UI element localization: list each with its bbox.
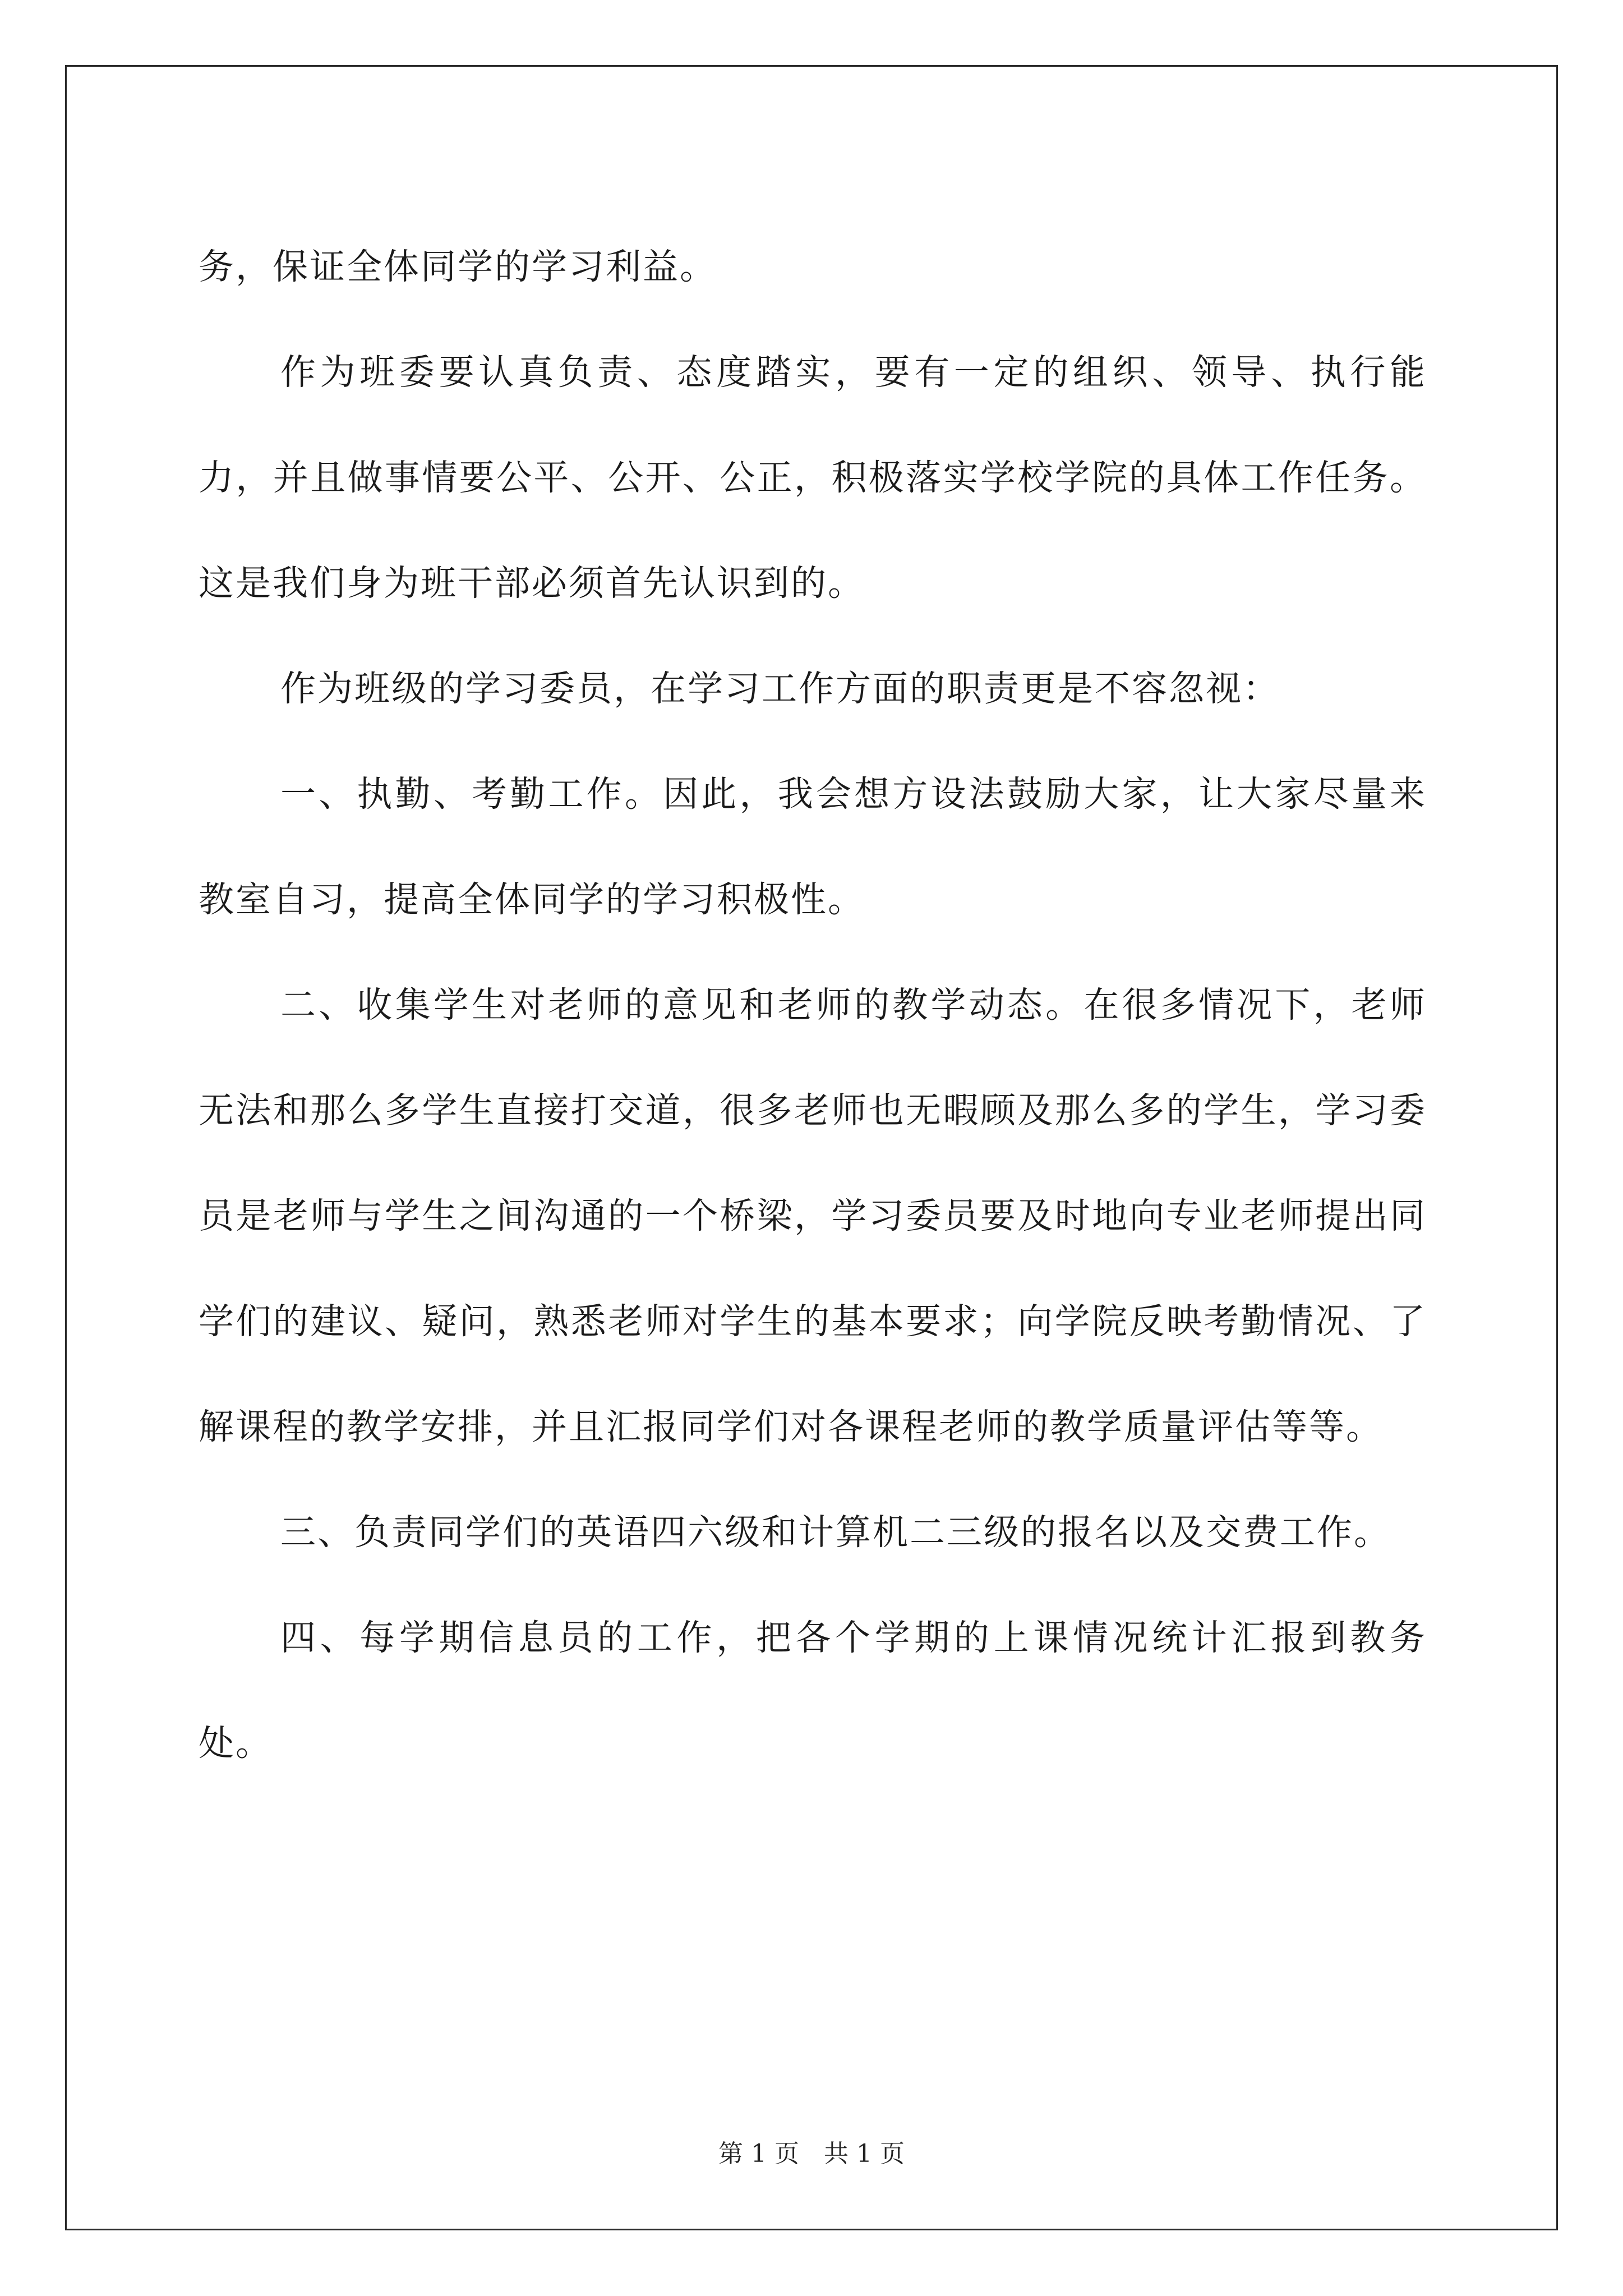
paragraph-1: 务，保证全体同学的学习利益。: [199, 246, 717, 287]
paragraph-2: 作为班委要认真负责、态度踏实，要有一定的组织、领导、执行能力，并且做事情要公平、公开、公正，积极落实学校学院的具体工作任务。这是我们身为班干部必须首先认识到的。: [199, 352, 1427, 604]
page-number-footer: 第 1 页 共 1 页: [718, 2139, 905, 2168]
paragraph-4: 一、执勤、考勤工作。因此，我会想方设法鼓励大家，让大家尽量来教室自习，提高全体同学的学习积极性。: [199, 774, 1427, 920]
paragraph-7: 四、每学期信息员的工作，把各个学期的上课情况统计汇报到教务处。: [199, 1617, 1427, 1764]
paragraph-3: 作为班级的学习委员，在学习工作方面的职责更是不容忽视：: [280, 668, 1280, 709]
paragraph-5: 二、收集学生对老师的意见和老师的教学动态。在很多情况下，老师无法和那么多学生直接打交道，很多老师也无暇顾及那么多的学生，学习委员是老师与学生之间沟通的一个桥梁，学习委员要及时地向专业老师提出同学们的建议、疑问，熟悉老师对学生的基本要求；向学院反映考勤情况、了解课程的教学安排，并且汇报同学们对各课程老师的教学质量评估等等。: [199, 984, 1427, 1447]
paragraph-6: 三、负责同学们的英语四六级和计算机二三级的报名以及交费工作。: [280, 1512, 1391, 1553]
document-body: [199, 214, 1427, 1796]
